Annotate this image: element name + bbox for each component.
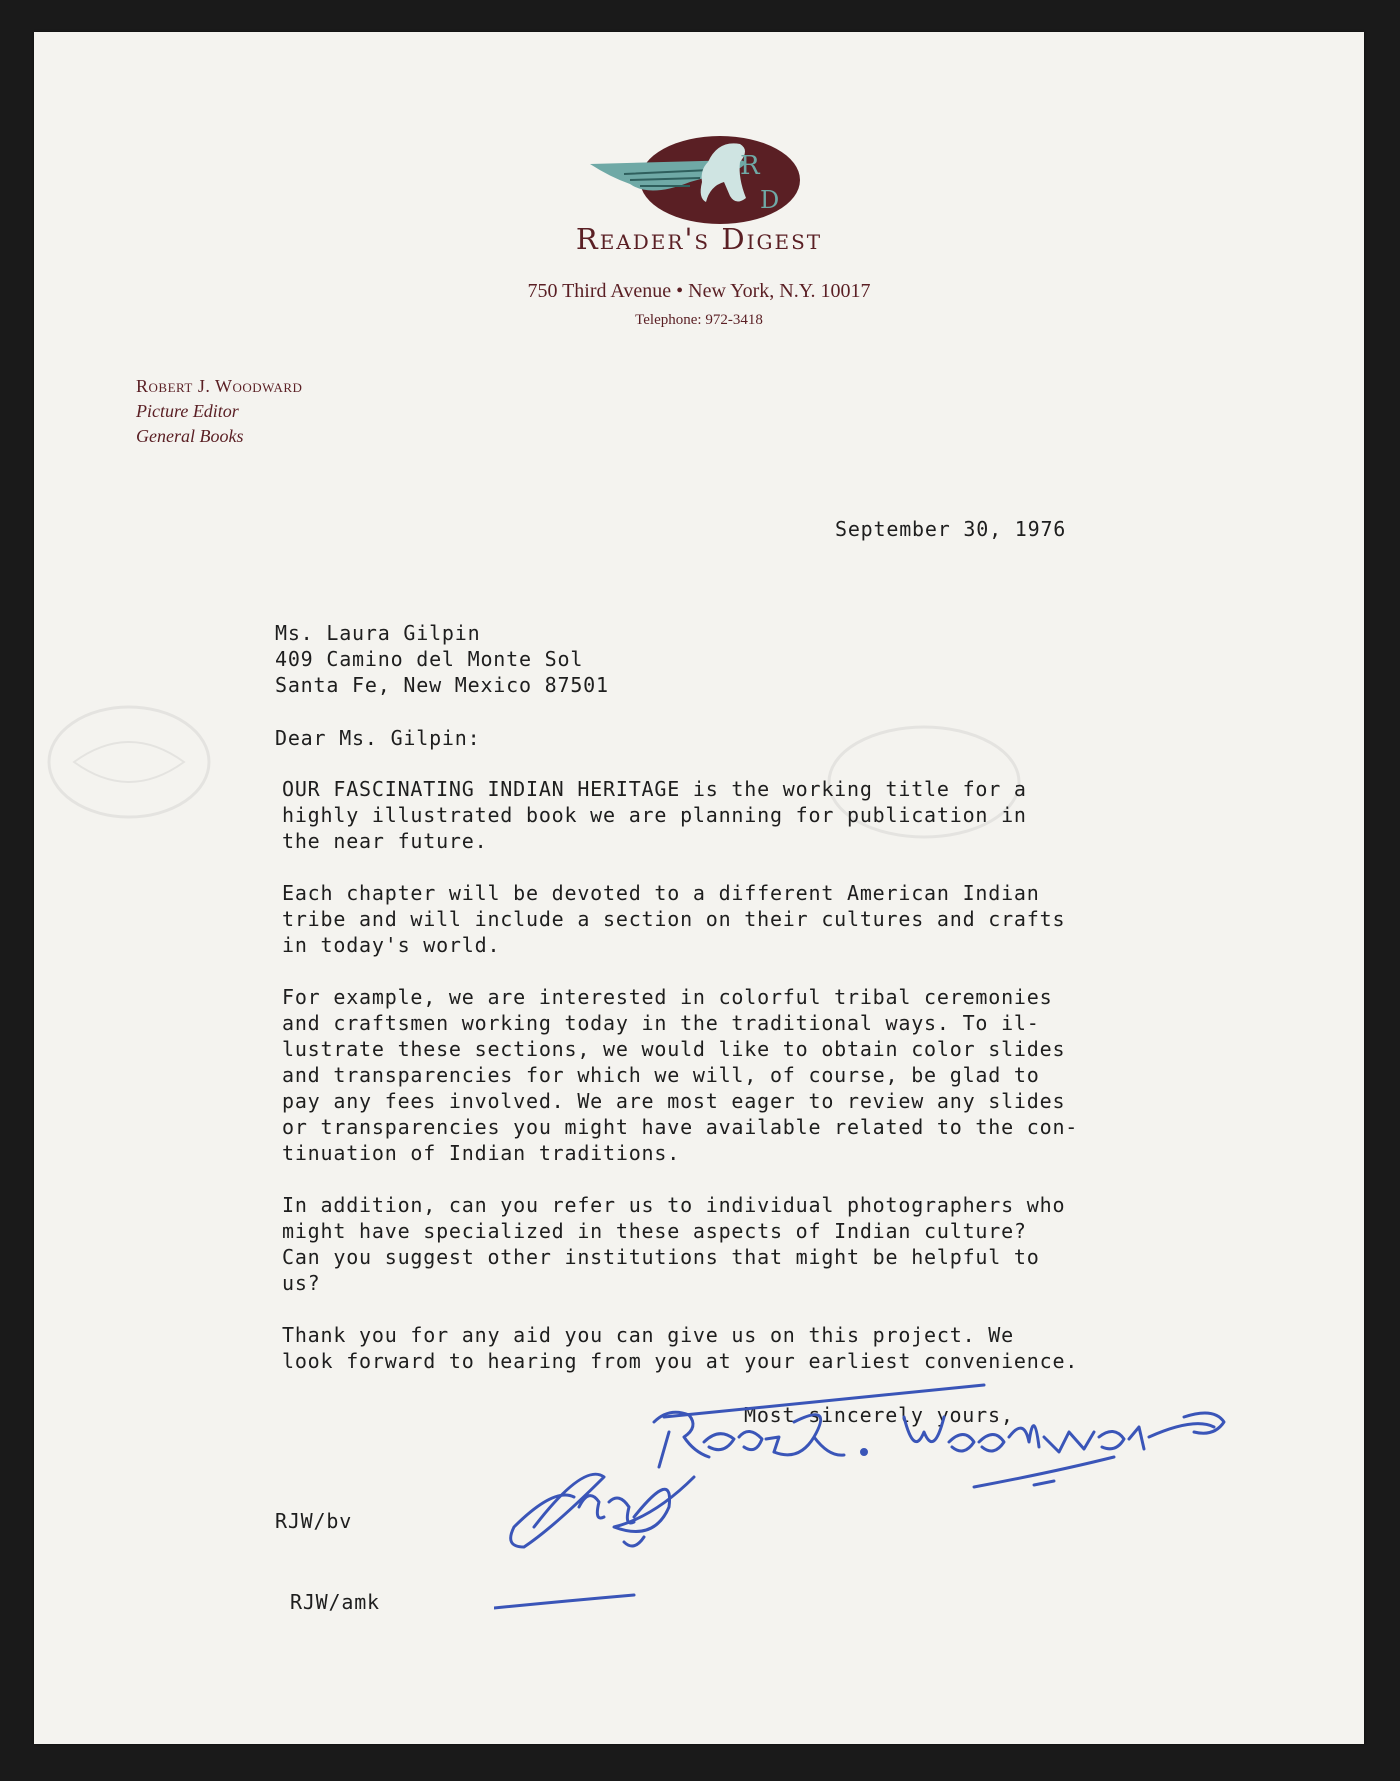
letter-body xyxy=(282,776,1142,1400)
handwritten-signature xyxy=(494,1377,1314,1617)
letter-date: September 30, 1976 xyxy=(835,517,1067,541)
logo-letter-r: R xyxy=(740,151,760,181)
body-paragraph: Thank you for any aid you can give us on this project. We look forward to hearing from you at your earliest convenience. xyxy=(282,1323,1079,1373)
recipient-street: 409 Camino del Monte Sol xyxy=(275,647,584,671)
recipient-block xyxy=(275,620,609,698)
sender-block xyxy=(136,376,302,447)
sender-title: Picture Editor xyxy=(136,401,239,421)
body-paragraph: Each chapter will be devoted to a different American Indian tribe and will include a section on their cultures and crafts in today's world. xyxy=(282,881,1066,957)
salutation: Dear Ms. Gilpin: xyxy=(275,726,481,750)
body-paragraph: For example, we are interested in colorful tribal ceremonies and craftsmen working today in the traditional ways. To il- lustrate these sections, we would like to obtain color slides and transparencies for which we will, of course, be glad to pay any fees involved. We are most eager to review any slides or transparencies you might have available related to the con- tinuation of Indian traditions. xyxy=(282,985,1079,1165)
body-paragraph: OUR FASCINATING INDIAN HERITAGE is the working title for a highly illustrated book we are planning for publication in the near future. xyxy=(282,777,1027,853)
recipient-city: Santa Fe, New Mexico 87501 xyxy=(275,673,609,697)
watermark-logo-left xyxy=(44,702,214,822)
letter-page xyxy=(34,32,1364,1744)
recipient-name: Ms. Laura Gilpin xyxy=(275,621,481,645)
body-paragraph: In addition, can you refer us to individual photographers who might have specialized in these aspects of Indian culture? Can you suggest other institutions that might be helpful to us? xyxy=(282,1193,1066,1295)
typist-initials-2: RJW/amk xyxy=(290,1590,380,1614)
letterhead-address: 750 Third Avenue • New York, N.Y. 10017 xyxy=(527,280,871,302)
sender-name: Robert J. Woodward xyxy=(136,376,303,396)
closing: Most sincerely yours, xyxy=(744,1403,1014,1427)
brand-name: Reader's Digest xyxy=(575,222,823,256)
letterhead-phone: Telephone: 972-3418 xyxy=(635,312,763,328)
logo-letter-d: D xyxy=(760,186,780,214)
readers-digest-pegasus-logo xyxy=(590,122,810,237)
sender-department: General Books xyxy=(136,426,244,446)
typist-initials-1: RJW/bv xyxy=(275,1509,353,1533)
